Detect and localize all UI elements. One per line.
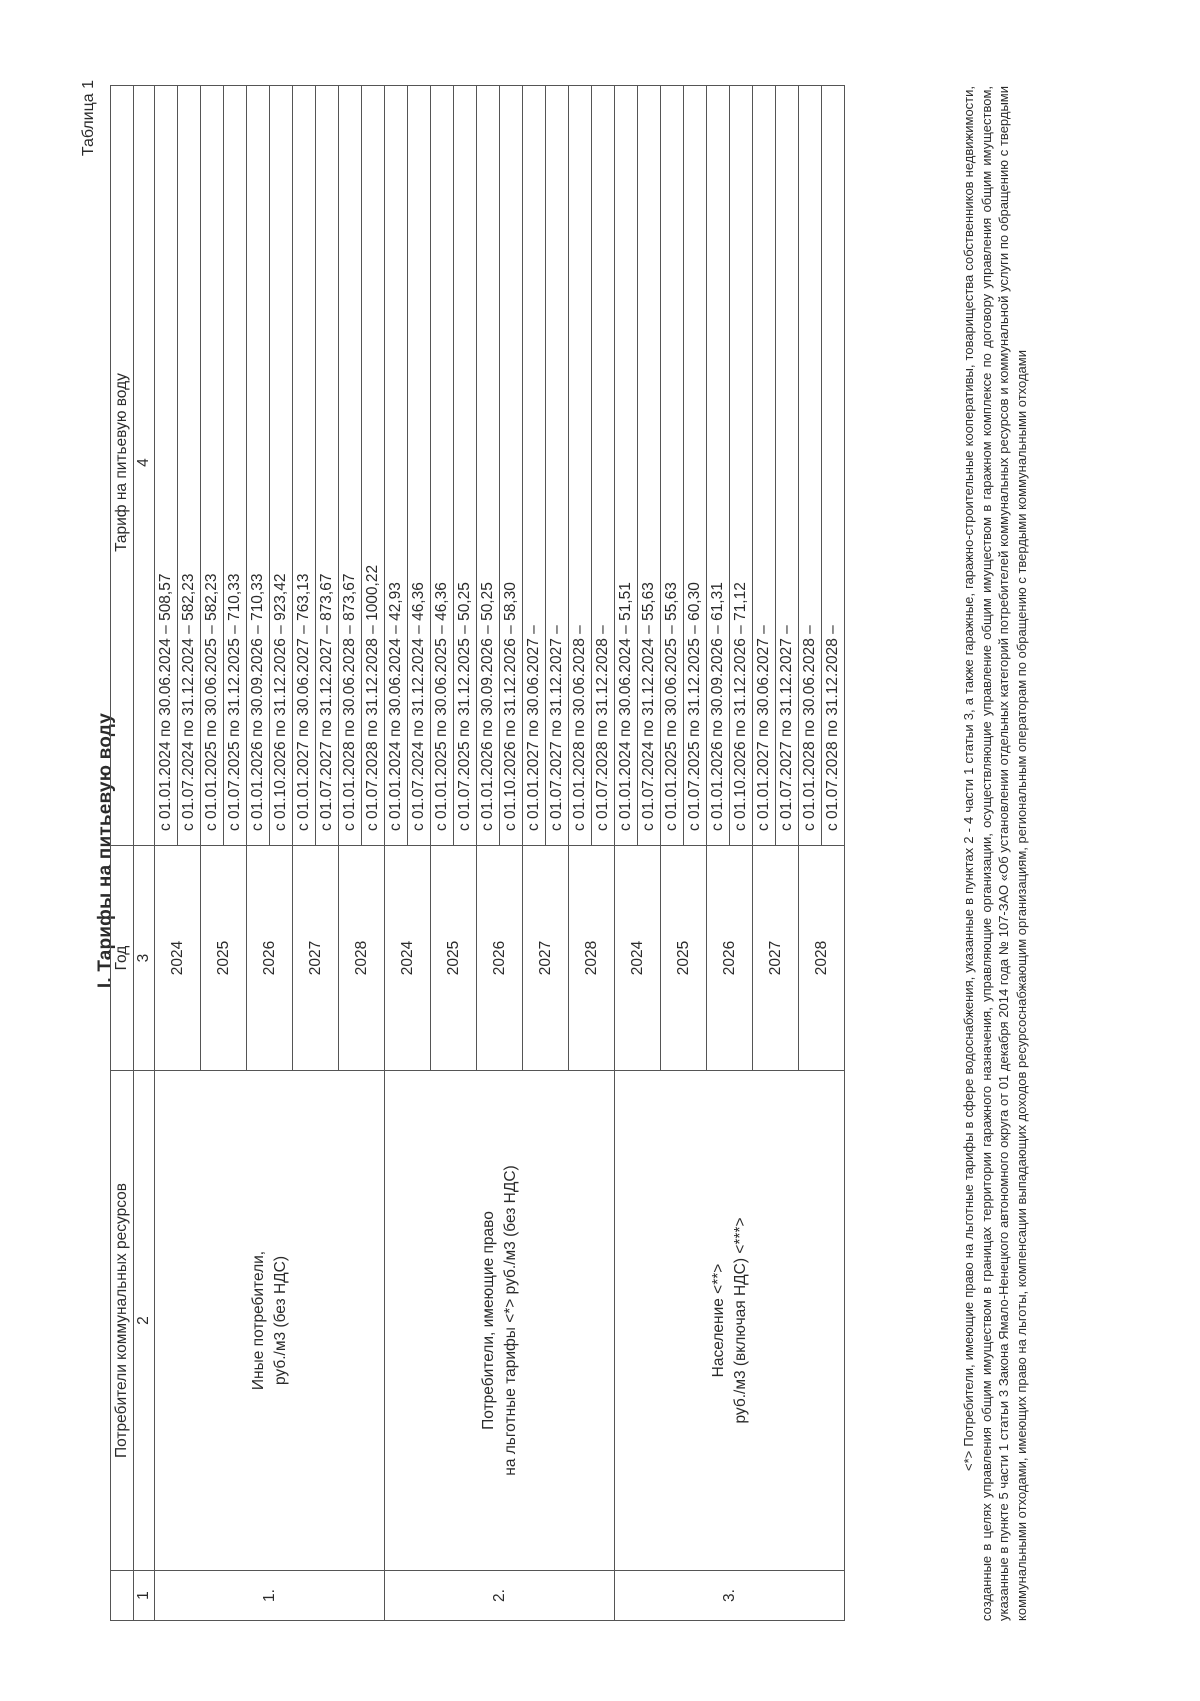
tariff-period: с 01.07.2025 по 31.12.2025 – 710,33	[224, 86, 247, 846]
year-cell: 2026	[707, 846, 753, 1071]
year-cell: 2024	[385, 846, 431, 1071]
tariff-table	[110, 85, 845, 1621]
tariff-period: с 01.01.2024 по 30.06.2024 – 508,57	[155, 86, 178, 846]
tariff-period: с 01.01.2026 по 30.09.2026 – 50,25	[477, 86, 500, 846]
page-title: I. Тарифы на питьевую воду	[95, 712, 116, 989]
tariff-period: с 01.07.2025 по 31.12.2025 – 50,25	[454, 86, 477, 846]
table-caption: Таблица 1	[80, 80, 97, 157]
year-cell: 2027	[293, 846, 339, 1071]
tariff-period: с 01.07.2027 по 31.12.2027 – 873,67	[316, 86, 339, 846]
year-cell: 2027	[753, 846, 799, 1071]
consumer-category	[385, 1071, 615, 1571]
consumer-category-line: Потребители, имеющие право	[479, 1211, 497, 1430]
year-cell: 2028	[799, 846, 845, 1071]
tariff-period: с 01.07.2025 по 31.12.2025 – 60,30	[684, 86, 707, 846]
consumer-category	[615, 1071, 845, 1571]
group-number: 3.	[615, 1571, 845, 1621]
tariff-period: с 01.07.2027 по 31.12.2027 –	[776, 86, 799, 846]
table-row	[385, 86, 408, 1621]
tariff-period: с 01.01.2028 по 30.06.2028 –	[799, 86, 822, 846]
tariff-period: с 01.07.2028 по 31.12.2028 – 1000,22	[362, 86, 385, 846]
tariff-period: с 01.07.2028 по 31.12.2028 –	[822, 86, 845, 846]
tariff-period: с 01.01.2026 по 30.09.2026 – 710,33	[247, 86, 270, 846]
year-cell: 2025	[431, 846, 477, 1071]
year-cell: 2027	[523, 846, 569, 1071]
tariff-period: с 01.07.2024 по 31.12.2024 – 582,23	[178, 86, 201, 846]
tariff-period: с 01.01.2026 по 30.09.2026 – 61,31	[707, 86, 730, 846]
tariff-period: с 01.10.2026 по 31.12.2026 – 71,12	[730, 86, 753, 846]
consumer-category-line: руб./м3 (включая НДС) <***>	[731, 1217, 749, 1424]
year-cell: 2026	[247, 846, 293, 1071]
tariff-period: с 01.10.2026 по 31.12.2026 – 58,30	[500, 86, 523, 846]
tariff-period: с 01.01.2027 по 30.06.2027 –	[523, 86, 546, 846]
tariff-period: с 01.01.2028 по 30.06.2028 – 873,67	[339, 86, 362, 846]
group-number: 1.	[155, 1571, 385, 1621]
header-cell-empty	[111, 1571, 134, 1621]
group-number: 2.	[385, 1571, 615, 1621]
year-cell: 2025	[661, 846, 707, 1071]
consumer-category-line: на льготные тарифы <*> руб./м3 (без НДС)	[501, 1165, 519, 1476]
table-row	[615, 86, 638, 1621]
year-cell: 2024	[615, 846, 661, 1071]
tariff-period: с 01.10.2026 по 31.12.2026 – 923,42	[270, 86, 293, 846]
tariff-period: с 01.01.2028 по 30.06.2028 –	[569, 86, 592, 846]
column-number: 4	[134, 86, 155, 846]
table-row	[155, 86, 178, 1621]
tariff-period: с 01.01.2025 по 30.06.2025 – 46,36	[431, 86, 454, 846]
year-cell: 2028	[569, 846, 615, 1071]
consumer-category	[155, 1071, 385, 1571]
header-year: Год	[111, 846, 134, 1071]
year-cell: 2026	[477, 846, 523, 1071]
tariff-period: с 01.07.2024 по 31.12.2024 – 46,36	[408, 86, 431, 846]
column-number: 1	[134, 1571, 155, 1621]
tariff-period: с 01.01.2027 по 30.06.2027 –	[753, 86, 776, 846]
tariff-period: с 01.07.2024 по 31.12.2024 – 55,63	[638, 86, 661, 846]
tariff-period: с 01.01.2025 по 30.06.2025 – 55,63	[661, 86, 684, 846]
year-cell: 2028	[339, 846, 385, 1071]
tariff-period: с 01.01.2024 по 30.06.2024 – 51,51	[615, 86, 638, 846]
consumer-category-line: Иные потребители,	[249, 1250, 267, 1391]
header-tariff: Тариф на питьевую воду	[111, 86, 134, 846]
consumer-category-line: Население <**>	[709, 1263, 727, 1378]
year-cell: 2025	[201, 846, 247, 1071]
column-number-row	[134, 86, 155, 1621]
year-cell: 2024	[155, 846, 201, 1071]
tariff-period: с 01.07.2028 по 31.12.2028 –	[592, 86, 615, 846]
header-consumers: Потребители коммунальных ресурсов	[111, 1071, 134, 1571]
tariff-period: с 01.01.2025 по 30.06.2025 – 582,23	[201, 86, 224, 846]
column-number: 2	[134, 1071, 155, 1571]
tariff-period: с 01.01.2024 по 30.06.2024 – 42,93	[385, 86, 408, 846]
tariff-period: с 01.07.2027 по 31.12.2027 –	[546, 86, 569, 846]
consumer-category-line: руб./м3 (без НДС)	[271, 1255, 289, 1386]
header-row	[111, 86, 134, 1621]
footnote: <*> Потребители, имеющие право на льготные тарифы в сфере водоснабжения, указанные в пунктах 2 - 4 части 1 статьи 3, а также гаражные, гаражно-строительные кооперативы, товарищества собственников недвижимости, созданные в целях управления общим имуществом в границах территории гаражного назначения, управляющие организации, осуществляющие управление общим имуществом в гаражном комплексе по договору управления общим имуществом, указанные в пункте 5 части 1 статьи 3 Закона Ямало-Ненецкого автономного округа от 01 декабря 2014 года № 107-ЗАО «Об установлении отдельных категорий потребителей коммунальных ресурсов и коммунальной услуги по обращению с твердыми коммунальными отходами, имеющих право на льготы, компенсации выпадающих доходов ресурсоснабжающим организациям, региональным операторам по обращению с твердыми коммунальными отходами	[961, 86, 1029, 1621]
column-number: 3	[134, 846, 155, 1071]
tariff-period: с 01.01.2027 по 30.06.2027 – 763,13	[293, 86, 316, 846]
